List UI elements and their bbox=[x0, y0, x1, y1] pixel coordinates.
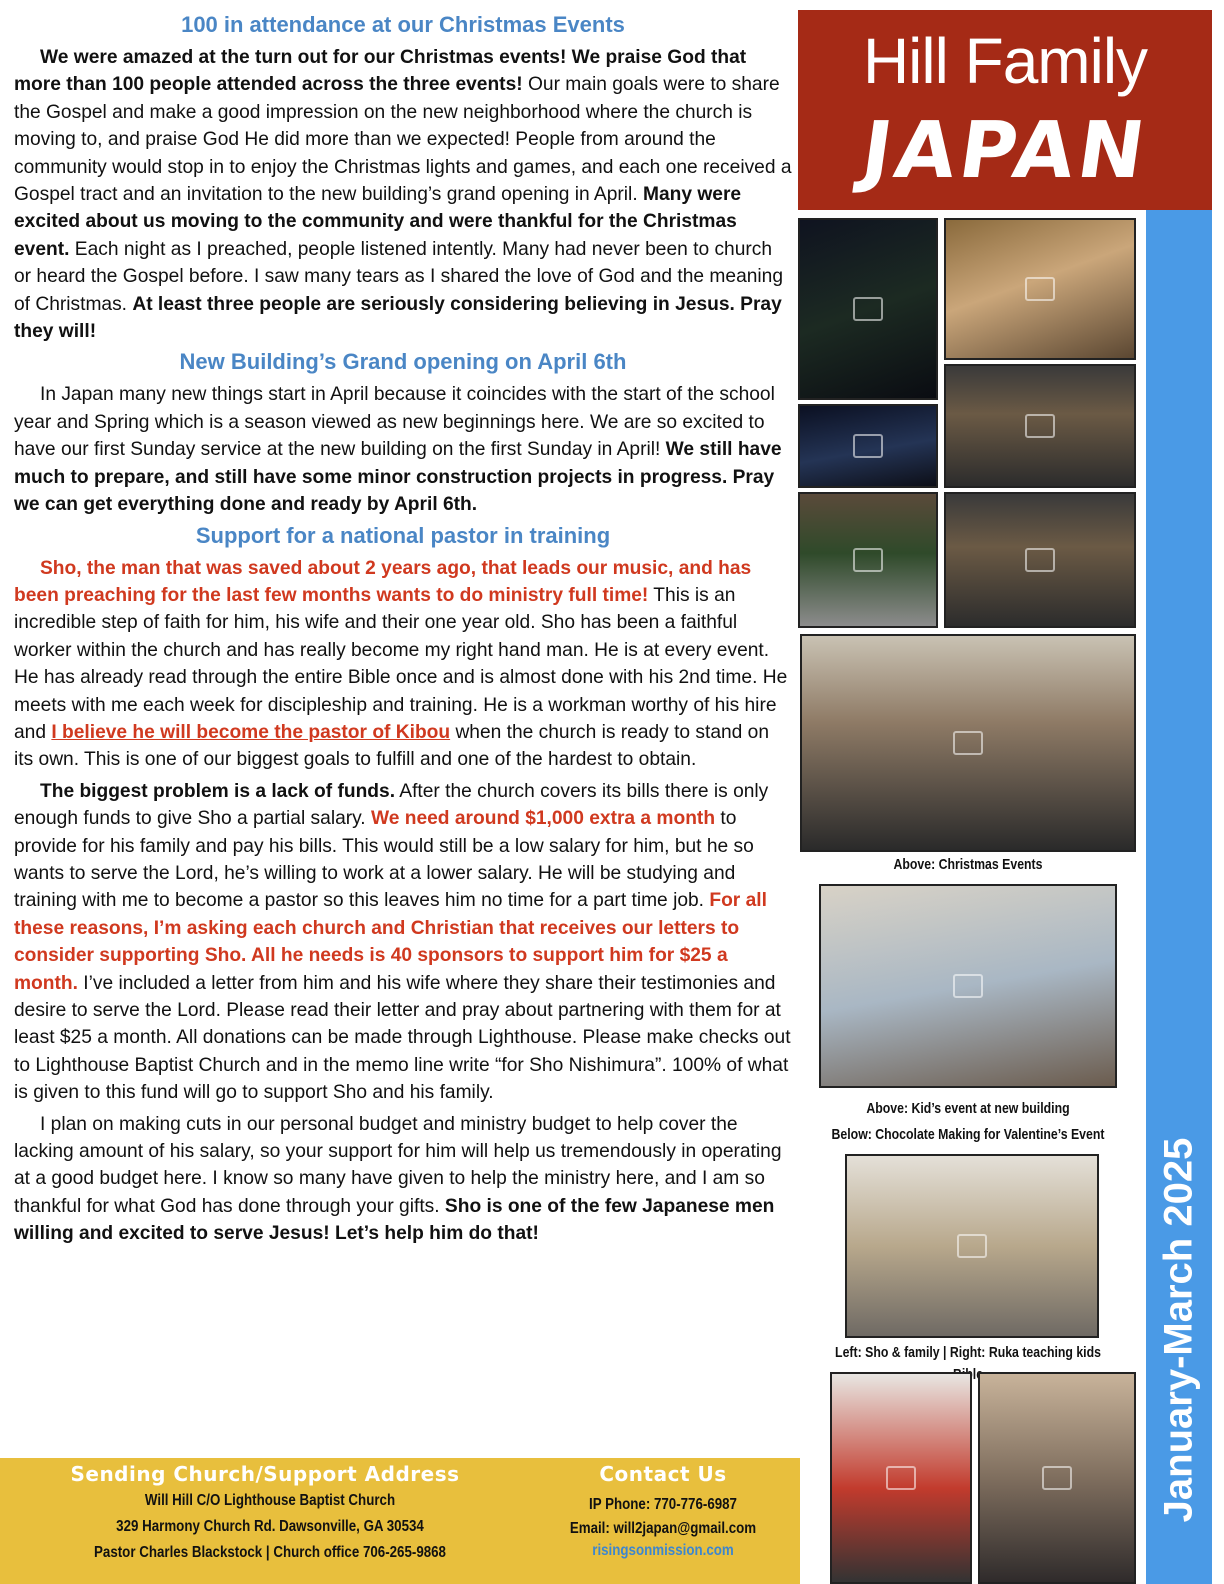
image-icon bbox=[853, 297, 883, 321]
photo-service-audience bbox=[800, 634, 1136, 852]
photo-sho-family bbox=[830, 1372, 972, 1584]
email-address[interactable]: Email: will2japan@gmail.com bbox=[569, 1520, 757, 1537]
image-icon bbox=[853, 548, 883, 572]
photo-building-night bbox=[798, 404, 938, 488]
address-line-2: 329 Harmony Church Rd. Dawsonville, GA 30534 bbox=[116, 1518, 424, 1535]
image-icon bbox=[957, 1234, 987, 1258]
image-icon bbox=[853, 434, 883, 458]
photo-chocolate-making bbox=[845, 1154, 1099, 1338]
address-line-1: Will Hill C/O Lighthouse Baptist Church bbox=[144, 1492, 396, 1509]
newsletter-body bbox=[14, 10, 792, 1252]
heading-grand-opening: New Building’s Grand opening on April 6th bbox=[179, 349, 627, 375]
caption-family-bible: Left: Sho & family | Right: Ruka teaching kids bbox=[835, 1344, 1101, 1361]
website-link[interactable]: risingsonmission.com bbox=[592, 1542, 734, 1559]
paragraph-sho: Sho, the man that was saved about 2 years ago, that leads our music, and has been preaching for the last few months wants to do ministry full time! This is an incredible step of faith for him, his wife and their one year old. Sho has been a faithful worker within the church and has really become my right hand man. He is at every event. He has already read through the entire Bible once and is almost done with his 2nd time. He meets with me each week for discipleship and training. He is a workman worthy of his hire and I believe he will become the pastor of Kibou when the church is ready to stand on its own. This is one of our biggest goals to fulfill and one of the hardest to obtain. bbox=[14, 557, 788, 771]
photo-preaching bbox=[944, 218, 1136, 360]
address-line-3: Pastor Charles Blackstock | Church office 706-265-9868 bbox=[94, 1544, 446, 1561]
title-banner bbox=[798, 10, 1212, 210]
image-icon bbox=[953, 974, 983, 998]
date-range-label: January-March 2025 bbox=[1156, 1137, 1201, 1523]
image-icon bbox=[1042, 1466, 1072, 1490]
kibou-pastor-link[interactable]: I believe he will become the pastor of Kibou bbox=[51, 721, 451, 743]
image-icon bbox=[1025, 277, 1055, 301]
caption-kids-event: Above: Kid’s event at new building bbox=[866, 1100, 1070, 1117]
caption-christmas-events: Above: Christmas Events bbox=[893, 856, 1043, 873]
photo-ruka-teaching bbox=[978, 1372, 1136, 1584]
photo-santa-group bbox=[944, 364, 1136, 488]
photo-gift-table bbox=[944, 492, 1136, 628]
image-icon bbox=[953, 731, 983, 755]
paragraph-grand-opening: In Japan many new things start in April because it coincides with the start of the school year and Spring which is a season viewed as new beginnings here. We are so excited to have our first Sunday service at the new building on the first Sunday in April! We still have much to prepare, and still have some minor construction projects in progress. Pray we can get everything done and ready by April 6th. bbox=[14, 384, 782, 516]
image-icon bbox=[1025, 548, 1055, 572]
banner-title-japan: JAPAN bbox=[856, 106, 1154, 196]
paragraph-funds: The biggest problem is a lack of funds. After the church covers its bills there is only enough funds to give Sho a partial salary. We need around $1,000 extra a month to provide for his family and pay his bills. This would still be a low salary for him, but he so wants to serve the Lord, he’s willing to work at a lower salary. He will be studying and training with me to become a pastor so this leaves him no time for a part time job. For all these reasons, I’m asking each church and Christian that receives our letters to consider supporting Sho. All he needs is 40 sponsors to support him for $25 a month. I’ve included a letter from him and his wife where they share their testimonies and desire to serve the Lord. Please read their letter and pray about partnering with them for at least $25 a month. All donations can be made through Lighthouse. Please make checks out to Lighthouse Baptist Church and in the memo line write “for Sho Nishimura”. 100% of what is given to this fund will go to support Sho and his family. bbox=[14, 780, 791, 1104]
caption-chocolate-making: Below: Chocolate Making for Valentine’s Event bbox=[831, 1126, 1105, 1143]
image-icon bbox=[886, 1466, 916, 1490]
heading-pastor-training: Support for a national pastor in training bbox=[195, 522, 611, 548]
phone-number: IP Phone: 770-776-6987 bbox=[589, 1496, 737, 1513]
photo-kids-tree bbox=[798, 492, 938, 628]
paragraph-budget: I plan on making cuts in our personal budget and ministry budget to help cover the lacking amount of his salary, so your support for him will help us tremendously in operating at a good budget here. I know so many have given to help the ministry here, and I am so thankful for what God has done through your gifts. Sho is one of the few Japanese men willing and excited to serve Jesus! Let’s help him do that! bbox=[14, 1113, 782, 1245]
banner-title-hill-family: Hill Family bbox=[862, 25, 1148, 97]
paragraph-christmas: We were amazed at the turn out for our Christmas events! We praise God that more than 100 people attended across the three events! Our main goals were to share the Gospel and make a good impression on the new neighborhood where the church is moving to, and praise God He did more than we expected! People from around the community would stop in to enjoy the Christmas lights and games, and each one received a Gospel tract and an invitation to the new building’s grand opening in April. Many were excited about us moving to the community and were thankful for the Christmas event. Each night as I preached, people listened intently. Many had never been to church or heard the Gospel before. I saw many tears as I shared the love of God and the meaning of Christmas. At least three people are seriously considering believing in Jesus. Pray they will! bbox=[14, 47, 792, 343]
image-icon bbox=[1025, 414, 1055, 438]
address-heading: Sending Church/Support Address bbox=[70, 1462, 460, 1486]
photo-christmas-lights bbox=[798, 218, 938, 400]
footer bbox=[0, 1458, 800, 1584]
heading-christmas-events: 100 in attendance at our Christmas Events bbox=[181, 12, 625, 37]
photo-kids-event bbox=[819, 884, 1117, 1088]
contact-heading: Contact Us bbox=[599, 1462, 727, 1486]
